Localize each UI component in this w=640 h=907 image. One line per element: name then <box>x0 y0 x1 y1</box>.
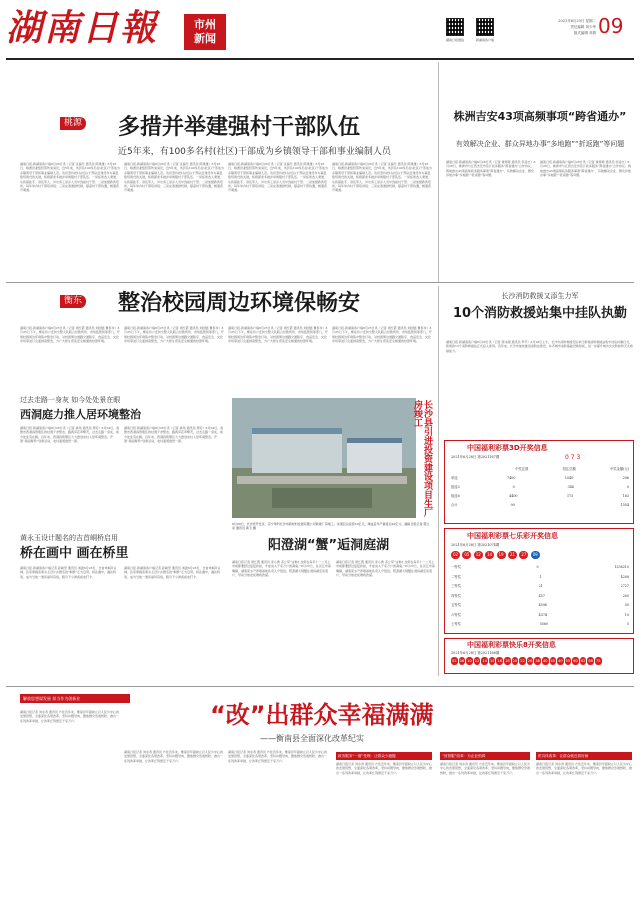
section-tag-taoyuan: 桃源 <box>60 117 86 130</box>
lottery-ball: 06 <box>459 659 465 663</box>
lottery-ball: 14 <box>482 659 487 663</box>
article3-body-col1: 湖南日报·新湖南客户端6月28日讯（记者 龚伟 通讯员 周宏）6月24日，常德市西洞庭管理区的村道干净整洁，路两旁花草繁茂，过去走路一身灰，如今处处景在眼。近年来，西洞庭管理区大力推进农村人居环境整治，开展“美丽屋场”创建活动，农村面貌焕然一新。 <box>20 426 120 444</box>
lottery-3d-number: 0 <box>565 454 569 461</box>
feature-body-col1: 湖南日报记者 刘永涛 通讯员 方佳近年来，衡南县牢固树立以人民为中心的发展思想，全面深化各项改革，坚持问题导向，聚焦群众急难愁盼，推出一系列改革举措，让改革红利惠及千家万户。 <box>20 710 120 723</box>
article3-body-col2: 湖南日报·新湖南客户端6月28日讯（记者 龚伟 通讯员 周宏）6月24日，常德市西洞庭管理区的村道干净整洁，路两旁花草繁茂，过去走路一身灰，如今处处景在眼。近年来，西洞庭管理区大力推进农村人居环境整治，开展“美丽屋场”创建活动，农村面貌焕然一新。 <box>124 426 224 444</box>
cell: 5560 <box>539 622 549 626</box>
cell: 二等奖 <box>451 574 461 579</box>
lottery-kl8-title: 中国福利彩票快乐8开奖信息 <box>467 641 556 649</box>
section-tag-hengdong: 衡东 <box>60 295 86 308</box>
lottery-3d-row <box>451 492 629 501</box>
right-top-body-col2: 湖南日报·新湖南客户端6月28日讯（记者 黄婷婷 通讯员 李凌志）6月28日，株洲市与江西吉安市签订政务服务“跨省通办”合作协议。两地推出43项高频政务服务事项“跨省通办”，有效解决企业、群众异地办事“多地跑”“折返跑”等问题。 <box>540 160 631 178</box>
lottery-ball: 22 <box>520 659 525 663</box>
cell: 90 <box>510 503 515 507</box>
article4-body-col2: 湖南日报·新湖南客户端记者 孙敏坚 通讯员 刘振6月28日，吉首市峒河古城，张家界画家黄永玉设计并题名的“峒桥”正式启用。桥在画中，画在桥里，成为当地一道亮丽风景线，吸引不少游客前来打卡。 <box>124 566 221 579</box>
qr-label: 新湖南客户端 <box>475 38 494 42</box>
qr-label: 湖南日报微信 <box>445 38 464 42</box>
lottery-ball: 45 <box>550 659 556 663</box>
masthead-rule <box>6 58 634 60</box>
lottery-3d-header <box>451 465 629 474</box>
article1-body-col2: 湖南日报·新湖南客户端6月28日讯（记者 张福芳 通讯员 陈建雄）6月28日，桃源县委组织部传来消息，近5年来，该县有100多名村(社区)干部成为乡镇领导干部和事业编制人员。该县坚持把村(社区)干部队伍建设作为基层组织建设的关键，积极探索多措并举建强村干部队伍。一是拓宽选人渠道，从致富能手、退伍军人、外出务工返乡人员中选拔村干部；二是加强教育培训，每年举办村干部培训班；三是完善激励机制，提高村干部待遇，畅通晋升渠道。 <box>124 162 224 193</box>
cell: 163 <box>622 494 629 498</box>
cell: 七等奖 <box>451 622 461 626</box>
cell: 1 <box>539 574 542 579</box>
lottery-7le-row <box>451 592 629 602</box>
lottery-ball: 49 <box>558 659 563 663</box>
right-mid-body: 湖南日报·新湖南客户端6月28日讯（记者 陈永刚 通讯员 罗平）6月28日上午，长沙市消防救援支队举行新建消防救援站集中挂队执勤仪式，新建的10个消防救援站正式投入使用。近年来，长沙市加快推进消防站建设，补齐城市消防基础设施短板，进一步提升城市火灾防控和灭火救援能力。 <box>446 340 633 353</box>
cell: 296 <box>622 476 629 480</box>
feature-subtitle: “放管服”改革：为企业松绑 <box>440 752 530 760</box>
article2-body-col4: 湖南日报·新湖南客户端6月25日讯（记者 周红霞 通讯员 刘国强 曹泰华）6月25日下午，衡东县公安局交警大队联合县教育局、市场监管局等部门，开展校园周边环境集中整治行动，对校园周边道路交通秩序、食品安全、文化市场等进行全面排查整治，为广大师生营造安全畅通的校园环境。 <box>332 326 432 344</box>
feature-subhead: ——衡南县全面深化改革纪实 <box>260 734 364 743</box>
cell: 三等奖 <box>451 584 461 588</box>
right-top-subhead: 有效解决企业、群众异地办事“多地跑”“折返跑”等问题 <box>455 140 625 148</box>
lottery-ball: 55 <box>565 659 571 663</box>
cell: 4208 <box>620 574 629 579</box>
article5-headline: 阳澄湖“蟹”逅洞庭湖 <box>268 538 390 553</box>
cell: 四等奖 <box>451 593 461 598</box>
article3-kicker: 过去走路一身灰 如今处处景在眼 <box>20 396 121 404</box>
cell: 组选6 <box>451 494 460 498</box>
lottery-7le-row <box>451 620 629 630</box>
section-label <box>184 14 226 50</box>
cell: 173 <box>566 494 574 498</box>
lottery-7le-date: 2021年6月28日 第2021074期 <box>451 543 500 547</box>
lottery-7le-row <box>451 582 629 592</box>
lottery-ball: 60 <box>573 659 578 663</box>
section-label-line1: 市州 <box>194 18 216 31</box>
article1-body-col3: 湖南日报·新湖南客户端6月28日讯（记者 张福芳 通讯员 陈建雄）6月28日，桃源县委组织部传来消息，近5年来，该县有100多名村(社区)干部成为乡镇领导干部和事业编制人员。该县坚持把村(社区)干部队伍建设作为基层组织建设的关键，积极探索多措并举建强村干部队伍。一是拓宽选人渠道，从致富能手、退伍军人、外出务工返乡人员中选拔村干部；二是加强教育培训，每年举办村干部培训班；三是完善激励机制，提高村干部待遇，畅通晋升渠道。 <box>228 162 328 193</box>
cell: 457 <box>538 593 545 598</box>
lottery-7le-row <box>451 573 629 583</box>
article4-body-col1: 湖南日报·新湖南客户端记者 孙敏坚 通讯员 刘振6月28日，吉首市峒河古城，张家界画家黄永玉设计并题名的“峒桥”正式启用。桥在画中，画在桥里，成为当地一道亮丽风景线，吸引不少游客前来打卡。 <box>20 566 117 579</box>
lottery-3d-date: 2021年6月28日 第2021167期 <box>451 455 500 459</box>
right-mid-kicker: 长沙消防救援又添生力军 <box>501 292 579 300</box>
feature-subtitle: 政务服务“一窗”受理：让群众少跑腿 <box>336 752 432 760</box>
cell: 4596 <box>538 603 548 607</box>
cell: 4400 <box>509 494 518 498</box>
lottery-3d-header-cell: 投注总额 <box>562 467 576 471</box>
section-label-line2: 新闻 <box>194 32 216 45</box>
photo-caption: 6月28日，长沙县开发区，京宁乘科长沙市新材料发展有限公司新建厂房竣工。该项目总投资10亿元，建成后年产值将达20亿元。湖南日报记者 郭立亮 通讯员 黄飞 摄 <box>232 522 430 531</box>
lottery-7le-balls <box>451 551 541 559</box>
lottery-ball: 02 <box>452 659 457 663</box>
feature-headline: “改”出群众幸福满满 <box>210 701 434 729</box>
lottery-7le-table <box>451 563 629 630</box>
right-mid-headline: 10个消防救援站集中挂队执勤 <box>452 306 628 321</box>
qr-code-icon <box>446 18 464 36</box>
article1-body-col1: 湖南日报·新湖南客户端6月28日讯（记者 张福芳 通讯员 陈建雄）6月28日，桃源县委组织部传来消息，近5年来，该县有100多名村(社区)干部成为乡镇领导干部和事业编制人员。该县坚持把村(社区)干部队伍建设作为基层组织建设的关键，积极探索多措并举建强村干部队伍。一是拓宽选人渠道，从致富能手、退伍军人、外出务工返乡人员中选拔村干部；二是加强教育培训，每年举办村干部培训班；三是完善激励机制，提高村干部待遇，畅通晋升渠道。 <box>20 162 120 193</box>
cell: 200 <box>622 593 629 598</box>
lottery-ball: 12 <box>475 552 481 557</box>
article4-kicker: 黄永玉设计题名的吉首峒桥启用 <box>20 534 118 542</box>
lottery-ball: 40 <box>542 659 548 663</box>
lottery-ball: 15 <box>489 659 495 663</box>
feature-body-col3: 湖南日报记者 刘永涛 通讯员 方佳近年来，衡南县牢固树立以人民为中心的发展思想，全面深化各项改革，坚持问题导向，聚焦群众急难愁盼，推出一系列改革举措，让改革红利惠及千家万户。 <box>228 750 328 763</box>
feature-body-col5: 湖南日报记者 刘永涛 通讯员 方佳近年来，衡南县牢固树立以人民为中心的发展思想，全面深化各项改革，坚持问题导向，聚焦群众急难愁盼，推出一系列改革举措，让改革红利惠及千家万户。 <box>440 762 530 775</box>
cell: 五等奖 <box>451 603 461 607</box>
cell: 21 <box>538 584 543 588</box>
lottery-7le-box <box>444 528 634 634</box>
lottery-ball: 12 <box>474 659 480 663</box>
lottery-ball: 18 <box>505 659 510 663</box>
lottery-3d-row <box>451 483 629 492</box>
lottery-ball: 21 <box>509 552 515 557</box>
lottery-ball: 16 <box>497 659 503 663</box>
lottery-special-ball: 09 <box>532 552 538 557</box>
lottery-3d-table <box>451 465 629 510</box>
lottery-3d-row <box>451 474 629 483</box>
feature-body-col2: 湖南日报记者 刘永涛 通讯员 方佳近年来，衡南县牢固树立以人民为中心的发展思想，全面深化各项改革，坚持问题导向，聚焦群众急难愁盼，推出一系列改革举措，让改革红利惠及千家万户。 <box>124 750 224 763</box>
section-rule <box>6 686 634 687</box>
lottery-ball: 68 <box>588 659 593 663</box>
right-top-headline: 株洲吉安43项高频事项“跨省通办” <box>453 110 627 123</box>
lottery-3d-box <box>444 440 634 524</box>
masthead-info <box>506 18 596 36</box>
cell: 346 <box>567 485 574 489</box>
lottery-ball: 14 <box>487 552 493 557</box>
cell: 一等奖 <box>451 565 461 569</box>
cell: 六等奖 <box>451 612 461 617</box>
factory-photo <box>232 398 416 518</box>
editor: 责任编辑 刘少华 <box>570 25 596 29</box>
article4-headline: 桥在画中 画在桥里 <box>20 546 129 561</box>
lottery-3d-numbers <box>565 453 580 462</box>
lottery-3d-row <box>451 501 629 510</box>
lottery-kl8-date: 2021年6月28日 第2021168期 <box>451 651 500 655</box>
feature-subtitle: 医共体改革：让群众就近看好病 <box>536 752 632 760</box>
cell: 2727 <box>620 584 629 588</box>
lottery-kl8-box <box>444 638 634 674</box>
photo-vertical-caption: 长沙县引进投资建设项目生厂房竣工 <box>412 400 432 517</box>
feature-body-col4: 湖南日报记者 刘永涛 通讯员 方佳近年来，衡南县牢固树立以人民为中心的发展思想，全面深化各项改革，坚持问题导向，聚焦群众急难愁盼，推出一系列改革举措，让改革红利惠及千家万户。 <box>336 762 432 775</box>
lottery-ball: 19 <box>498 552 504 557</box>
lottery-kl8-balls <box>451 657 631 665</box>
article5-body-col1: 湖南日报记者 周红霞 通讯员 李小勇 邓立军“这种小龙虾在每年十一二月上市前都要经过层层检验，才能进入千家万户的餐桌。”6月22日，在沅江市南嘴镇，湖南某水产养殖基地负责人介绍说，阳澄湖大闸蟹在洞庭湖安家落户，带动当地农民增收致富。 <box>232 560 331 578</box>
article2-body-col2: 湖南日报·新湖南客户端6月25日讯（记者 周红霞 通讯员 刘国强 曹泰华）6月25日下午，衡东县公安局交警大队联合县教育局、市场监管局等部门，开展校园周边环境集中整治行动，对校园周边道路交通秩序、食品安全、文化市场等进行全面排查整治，为广大师生营造安全畅通的校园环境。 <box>124 326 224 344</box>
lottery-ball: 10 <box>467 659 472 663</box>
lottery-ball: 75 <box>595 659 601 663</box>
cell: 0 <box>626 485 629 489</box>
lottery-ball: 02 <box>453 552 459 557</box>
article2-body-col1: 湖南日报·新湖南客户端6月25日讯（记者 周红霞 通讯员 刘国强 曹泰华）6月25日下午，衡东县公安局交警大队联合县教育局、市场监管局等部门，开展校园周边环境集中整治行动，对校园周边道路交通秩序、食品安全、文化市场等进行全面排查整治，为广大师生营造安全畅通的校园环境。 <box>20 326 120 344</box>
issue-date: 2021年6月29日 星期二 <box>558 19 596 23</box>
cell: 50 <box>624 603 629 607</box>
lottery-7le-row <box>451 563 629 573</box>
lottery-ball: 27 <box>521 552 527 557</box>
cell: 10 <box>624 612 629 617</box>
article1-subhead: 近5年来，有100多名村(社区)干部成为乡镇领导干部和事业编制人员 <box>118 147 391 157</box>
qr-code-icon <box>476 18 494 36</box>
cell: 0 <box>536 565 539 569</box>
lottery-3d-header-cell: 中奖注数 <box>515 467 529 471</box>
cell: 5 <box>626 622 629 626</box>
feature-body-col6: 湖南日报记者 刘永涛 通讯员 方佳近年来，衡南县牢固树立以人民为中心的发展思想，全面深化各项改革，坚持问题导向，聚焦群众急难愁盼，推出一系列改革举措，让改革红利惠及千家万户。 <box>536 762 632 775</box>
cell: 单选 <box>451 476 458 480</box>
lottery-3d-number: 7 <box>570 454 575 461</box>
lottery-ball: 05 <box>464 552 470 557</box>
section-rule <box>6 282 634 283</box>
lottery-3d-title: 中国福利彩票3D开奖信息 <box>467 444 548 452</box>
column-rule <box>438 286 439 676</box>
article3-headline: 西洞庭力推人居环境整治 <box>20 408 141 421</box>
article1-headline: 多措并举建强村干部队伍 <box>118 115 361 140</box>
lottery-7le-row <box>451 611 629 621</box>
column-rule <box>438 62 439 282</box>
lottery-3d-header-cell: 中奖金额(元) <box>609 467 629 471</box>
lottery-7le-row <box>451 601 629 611</box>
cell: 合计 <box>451 503 458 507</box>
cell: 组选3 <box>451 485 460 489</box>
feature-banner: 解放思想谋发展 担当作为创新业 <box>20 694 130 703</box>
lottery-ball: 38 <box>535 659 540 663</box>
cell: 4374 <box>538 612 548 617</box>
lottery-ball: 28 <box>527 659 533 663</box>
article5-body-col2: 湖南日报记者 周红霞 通讯员 李小勇 邓立军“这种小龙虾在每年十一二月上市前都要经过层层检验，才能进入千家万户的餐桌。”6月22日，在沅江市南嘴镇，湖南某水产养殖基地负责人介绍说，阳澄湖大闸蟹在洞庭湖安家落户，带动当地农民增收致富。 <box>336 560 435 578</box>
article2-headline: 整治校园周边环境保畅安 <box>118 291 361 316</box>
masthead-logo: 湖南日報 <box>6 7 159 49</box>
cell: 1554 <box>620 503 629 507</box>
lottery-7le-title: 中国福利彩票七乐彩开奖信息 <box>467 532 558 540</box>
cell: 7400 <box>507 476 516 480</box>
article1-body-col4: 湖南日报·新湖南客户端6月28日讯（记者 张福芳 通讯员 陈建雄）6月28日，桃源县委组织部传来消息，近5年来，该县有100多名村(社区)干部成为乡镇领导干部和事业编制人员。该县坚持把村(社区)干部队伍建设作为基层组织建设的关键，积极探索多措并举建强村干部队伍。一是拓宽选人渠道，从致富能手、退伍军人、外出务工返乡人员中选拔村干部；二是加强教育培训，每年举办村干部培训班；三是完善激励机制，提高村干部待遇，畅通晋升渠道。 <box>332 162 432 193</box>
article2-body-col3: 湖南日报·新湖南客户端6月25日讯（记者 周红霞 通讯员 刘国强 曹泰华）6月25日下午，衡东县公安局交警大队联合县教育局、市场监管局等部门，开展校园周边环境集中整治行动，对校园周边道路交通秩序、食品安全、文化市场等进行全面排查整治，为广大师生营造安全畅通的校园环境。 <box>228 326 328 344</box>
cell: 1040 <box>564 476 574 480</box>
lottery-ball: 62 <box>580 659 586 663</box>
cell: 1336210 <box>614 565 629 569</box>
lottery-ball: 20 <box>512 659 518 663</box>
lottery-3d-number: 3 <box>576 454 581 461</box>
right-top-body-col1: 湖南日报·新湖南客户端6月28日讯（记者 黄婷婷 通讯员 李凌志）6月28日，株洲市与江西吉安市签订政务服务“跨省通办”合作协议。两地推出43项高频政务服务事项“跨省通办”，有效解决企业、群众异地办事“多地跑”“折返跑”等问题。 <box>446 160 536 178</box>
cell: 0 <box>512 485 515 489</box>
page-number: 09 <box>598 14 624 38</box>
layout-editor: 版式编辑 邓倩 <box>573 31 596 35</box>
